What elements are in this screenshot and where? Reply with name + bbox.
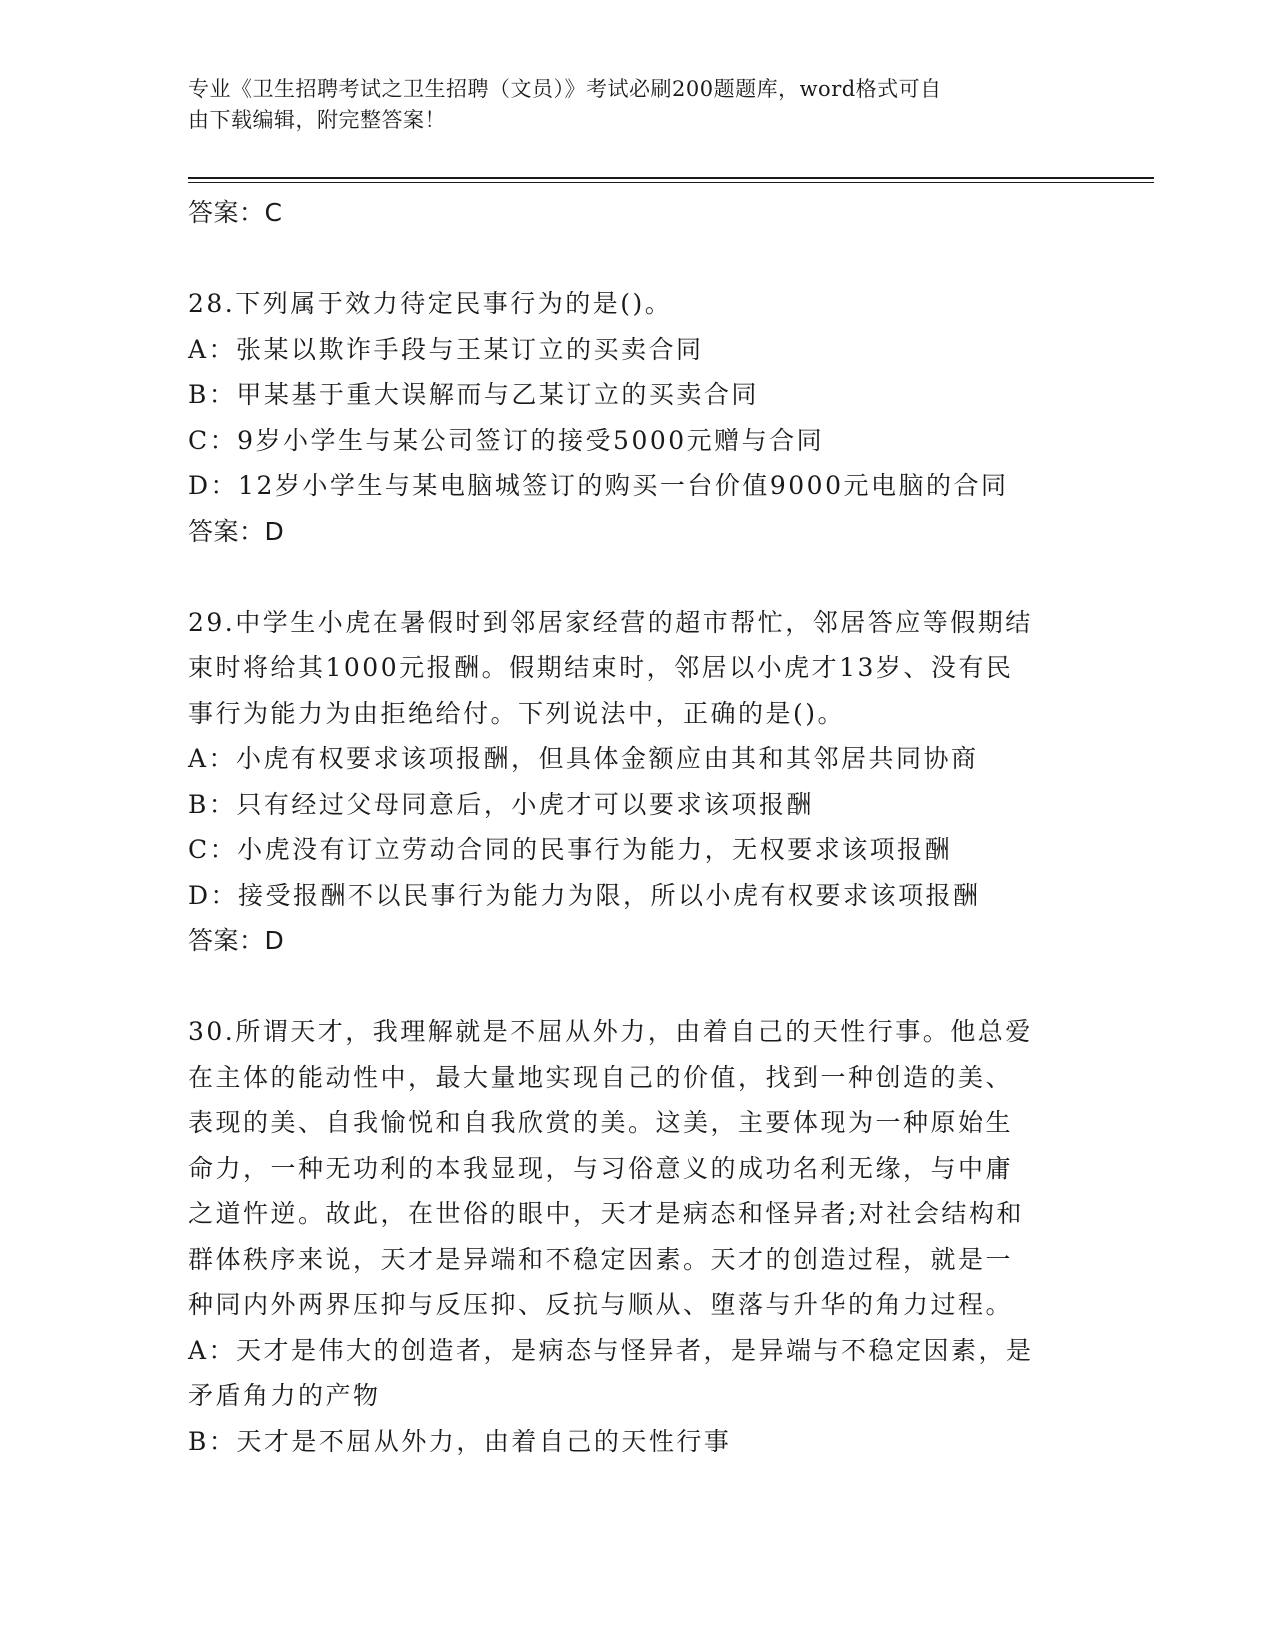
question-29-option-b: B：只有经过父母同意后，小虎才可以要求该项报酬 bbox=[188, 789, 814, 819]
question-29-option-d: D：接受报酬不以民事行为能力为限，所以小虎有权要求该项报酬 bbox=[188, 880, 981, 910]
question-30-stem-line: 在主体的能动性中，最大量地实现自己的价值，找到一种创造的美、 bbox=[188, 1062, 1014, 1092]
question-29 bbox=[188, 600, 1088, 964]
question-30-stem-line: 命力，一种无功利的本我显现，与习俗意义的成功名利无缘，与中庸 bbox=[188, 1153, 1014, 1183]
answer-29: 答案：D bbox=[188, 926, 285, 955]
answer-28: 答案：D bbox=[188, 516, 285, 546]
spacer bbox=[188, 964, 1088, 1010]
question-28-option-c: C：9岁小学生与某公司签订的接受5000元赠与合同 bbox=[188, 425, 825, 455]
answer-27: 答案：C bbox=[188, 198, 283, 227]
header-divider-thin bbox=[188, 182, 1154, 183]
question-28 bbox=[188, 281, 1088, 554]
spacer bbox=[188, 554, 1088, 600]
question-30 bbox=[188, 1009, 1088, 1464]
question-30-stem-line: 种同内外两界压抑与反压抑、反抗与顺从、堕落与升华的角力过程。 bbox=[188, 1290, 1014, 1319]
header-line-1: 专业《卫生招聘考试之卫生招聘（文员）》考试必刷200题题库，word格式可自 bbox=[188, 77, 942, 101]
question-30-option-a-line: A：天才是伟大的创造者，是病态与怪异者，是异端与不稳定因素，是 bbox=[188, 1335, 1034, 1365]
question-29-stem-line: 29.中学生小虎在暑假时到邻居家经营的超市帮忙，邻居答应等假期结 bbox=[188, 607, 1033, 637]
question-30-stem-line: 群体秩序来说，天才是异端和不稳定因素。天才的创造过程，就是一 bbox=[188, 1244, 1014, 1274]
question-30-stem-line: 表现的美、自我愉悦和自我欣赏的美。这美，主要体现为一种原始生 bbox=[188, 1108, 1014, 1137]
question-29-option-a: A：小虎有权要求该项报酬，但具体金额应由其和其邻居共同协商 bbox=[188, 744, 979, 773]
document-body bbox=[188, 190, 1088, 1464]
question-28-stem: 28.下列属于效力待定民事行为的是()。 bbox=[188, 289, 673, 318]
question-28-option-d: D：12岁小学生与某电脑城签订的购买一台价值9000元电脑的合同 bbox=[188, 471, 1009, 500]
question-28-option-a: A：张某以欺诈手段与王某订立的买卖合同 bbox=[188, 334, 704, 364]
question-29-stem-line: 事行为能力为由拒绝给付。下列说法中，正确的是()。 bbox=[188, 698, 846, 728]
spacer bbox=[188, 236, 1088, 282]
header-line-2: 由下载编辑，附完整答案！ bbox=[188, 108, 446, 132]
question-29-stem-line: 束时将给其1000元报酬。假期结束时，邻居以小虎才13岁、没有民 bbox=[188, 653, 1014, 682]
question-28-option-b: B：甲某基于重大误解而与乙某订立的买卖合同 bbox=[188, 380, 759, 409]
header-divider-thick bbox=[188, 177, 1154, 179]
question-30-stem-line: 之道忤逆。故此，在世俗的眼中，天才是病态和怪异者;对社会结构和 bbox=[188, 1199, 1024, 1228]
question-30-option-a-line: 矛盾角力的产物 bbox=[188, 1381, 381, 1410]
document-header bbox=[188, 74, 1068, 136]
question-30-stem-line: 30.所谓天才，我理解就是不屈从外力，由着自己的天性行事。他总爱 bbox=[188, 1017, 1033, 1046]
question-30-option-b: B：天才是不屈从外力，由着自己的天性行事 bbox=[188, 1426, 732, 1456]
question-29-option-c: C：小虎没有订立劳动合同的民事行为能力，无权要求该项报酬 bbox=[188, 835, 953, 864]
